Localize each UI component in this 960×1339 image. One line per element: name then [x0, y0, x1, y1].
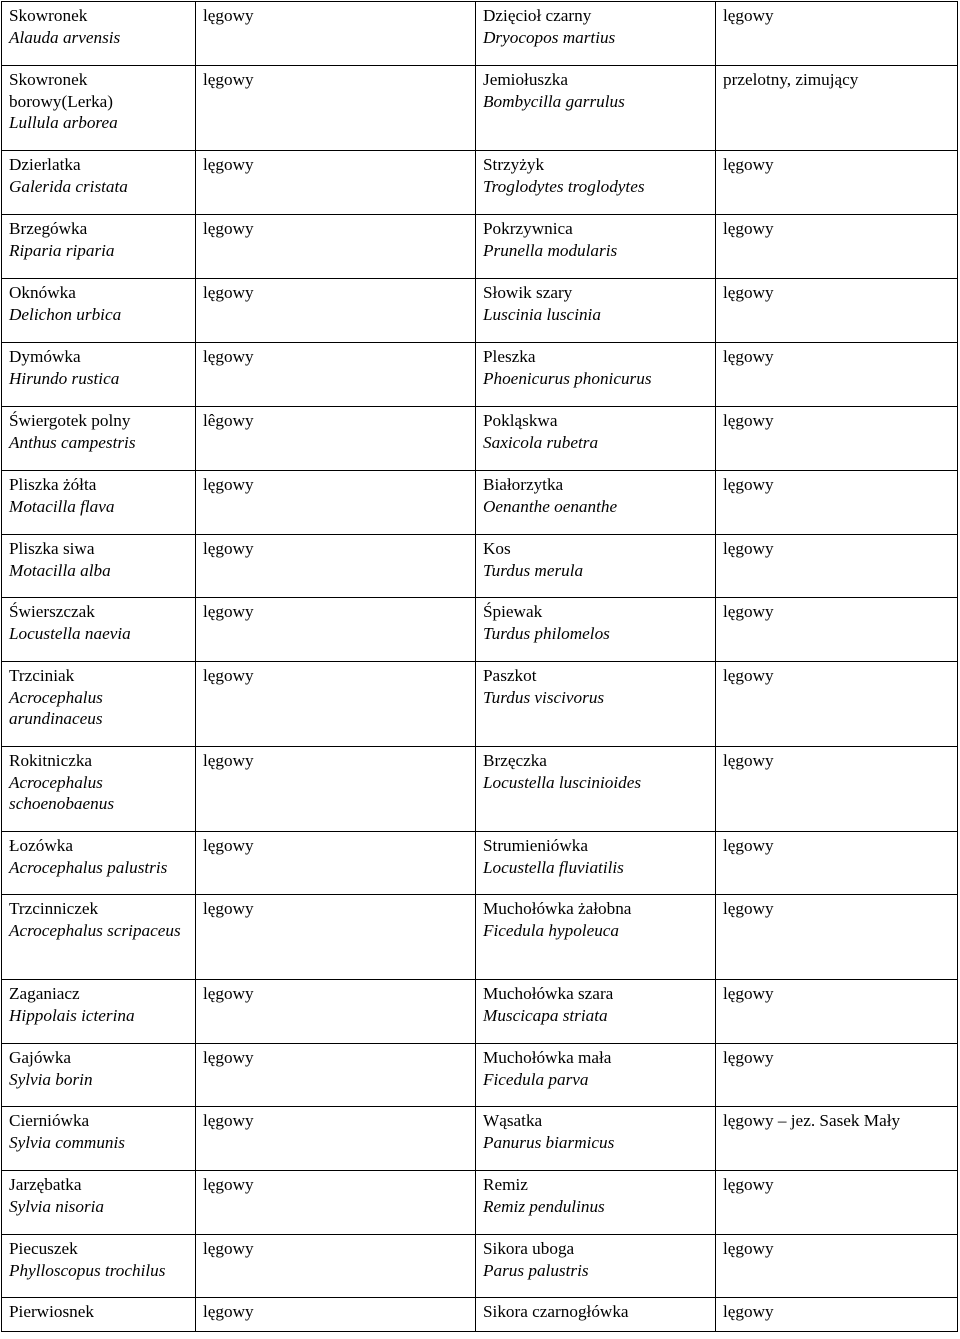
right-polish-name: Śpiewak	[483, 602, 543, 621]
right-polish-name: Wąsatka	[483, 1111, 543, 1130]
right-species-cell	[476, 279, 716, 343]
left-latin-name: Lullula arborea	[9, 113, 118, 132]
right-status-cell	[716, 980, 958, 1044]
left-latin-name: Hippolais icterina	[9, 1005, 135, 1025]
right-status: lęgowy	[723, 475, 774, 494]
right-status-cell	[716, 598, 958, 662]
right-status-cell	[716, 832, 958, 895]
left-species-cell	[2, 662, 196, 747]
right-species-cell	[476, 1171, 716, 1235]
left-species-cell	[2, 747, 196, 832]
left-polish-name: Oknówka	[9, 283, 76, 302]
right-status: lęgowy – jez. Sasek Mały	[723, 1111, 901, 1130]
left-status-cell	[196, 598, 476, 662]
right-latin-name: Oenanthe oenanthe	[483, 496, 618, 516]
left-polish-name: Świerszczak	[9, 602, 95, 621]
left-status: lęgowy	[203, 155, 254, 174]
right-polish-name: Pokląskwa	[483, 411, 558, 430]
right-status-cell	[716, 2, 958, 66]
right-latin-name: Bombycilla garrulus	[483, 91, 625, 111]
table-row	[2, 1298, 958, 1332]
left-latin-name: Delichon urbica	[9, 304, 122, 324]
right-status-cell	[716, 343, 958, 407]
right-status: lęgowy	[723, 347, 774, 366]
left-status: lęgowy	[203, 1175, 254, 1194]
table-row	[2, 215, 958, 279]
right-status: lęgowy	[723, 666, 774, 685]
right-species-cell	[476, 747, 716, 832]
species-table-body	[2, 2, 958, 1332]
right-species-cell	[476, 1044, 716, 1107]
right-species-cell	[476, 895, 716, 980]
right-species-cell	[476, 1235, 716, 1298]
table-row	[2, 66, 958, 151]
left-status-cell	[196, 832, 476, 895]
species-table	[1, 1, 958, 1332]
table-row	[2, 1107, 958, 1171]
left-status: lęgowy	[203, 6, 254, 25]
left-status-cell	[196, 66, 476, 151]
left-status: lęgowy	[203, 539, 254, 558]
left-species-cell	[2, 279, 196, 343]
right-polish-name: Strzyżyk	[483, 155, 545, 174]
table-row	[2, 471, 958, 535]
left-latin-name: Acrocephalus schoenobaenus	[9, 772, 115, 813]
left-status-cell	[196, 895, 476, 980]
left-polish-name: Brzegówka	[9, 219, 88, 238]
right-status: lęgowy	[723, 1239, 774, 1258]
left-polish-name: Piecuszek	[9, 1239, 78, 1258]
right-status-cell	[716, 279, 958, 343]
right-species-cell	[476, 343, 716, 407]
right-status: lęgowy	[723, 602, 774, 621]
right-latin-name: Turdus philomelos	[483, 623, 610, 643]
table-row	[2, 747, 958, 832]
right-status: lęgowy	[723, 219, 774, 238]
right-status-cell	[716, 66, 958, 151]
right-latin-name: Turdus viscivorus	[483, 687, 605, 707]
right-polish-name: Remiz	[483, 1175, 528, 1194]
left-polish-name: Dzierlatka	[9, 155, 81, 174]
left-latin-name: Anthus campestris	[9, 432, 136, 452]
left-species-cell	[2, 215, 196, 279]
right-polish-name: Słowik szary	[483, 283, 573, 302]
right-status: lęgowy	[723, 984, 774, 1003]
left-status-cell	[196, 1044, 476, 1107]
left-status: lęgowy	[203, 602, 254, 621]
left-status-cell	[196, 343, 476, 407]
right-status: lęgowy	[723, 283, 774, 302]
right-species-cell	[476, 832, 716, 895]
left-status: lęgowy	[203, 1302, 254, 1321]
right-status: lęgowy	[723, 6, 774, 25]
right-status: lęgowy	[723, 1048, 774, 1067]
left-status: lęgowy	[203, 1239, 254, 1258]
right-latin-name: Dryocopos martius	[483, 27, 616, 47]
right-polish-name: Muchołówka szara	[483, 984, 614, 1003]
left-polish-name: Gajówka	[9, 1048, 72, 1067]
left-status-cell	[196, 1107, 476, 1171]
left-status-cell	[196, 747, 476, 832]
left-status: lęgowy	[203, 899, 254, 918]
left-status: lęgowy	[203, 475, 254, 494]
right-species-cell	[476, 215, 716, 279]
table-row	[2, 343, 958, 407]
left-latin-name: Sylvia borin	[9, 1069, 93, 1089]
right-species-cell	[476, 980, 716, 1044]
left-polish-name: Pierwiosnek	[9, 1302, 94, 1321]
right-latin-name: Saxicola rubetra	[483, 432, 599, 452]
right-polish-name: Muchołówka żałobna	[483, 899, 632, 918]
left-latin-name: Riparia riparia	[9, 240, 115, 260]
left-status: lęgowy	[203, 666, 254, 685]
left-status: lęgowy	[203, 984, 254, 1003]
left-latin-name: Phylloscopus trochilus	[9, 1260, 166, 1280]
left-polish-name: Skowronek	[9, 6, 88, 25]
right-latin-name: Muscicapa striata	[483, 1005, 608, 1025]
right-polish-name: Brzęczka	[483, 751, 547, 770]
left-status: lęgowy	[203, 70, 254, 89]
left-status-cell	[196, 1235, 476, 1298]
right-latin-name: Parus palustris	[483, 1260, 589, 1280]
right-status: przelotny, zimujący	[723, 70, 859, 89]
right-status: lęgowy	[723, 155, 774, 174]
right-status-cell	[716, 1235, 958, 1298]
left-latin-name: Acrocephalus scripaceus	[9, 920, 181, 940]
right-status-cell	[716, 215, 958, 279]
left-species-cell	[2, 535, 196, 598]
left-latin-name: Acrocephalus arundinaceus	[9, 687, 103, 728]
left-species-cell	[2, 1044, 196, 1107]
right-latin-name: Turdus merula	[483, 560, 584, 580]
right-latin-name: Luscinia luscinia	[483, 304, 601, 324]
right-status-cell	[716, 471, 958, 535]
left-latin-name: Locustella naevia	[9, 623, 131, 643]
right-polish-name: Sikora czarnogłówka	[483, 1302, 629, 1321]
left-status: lêgowy	[203, 411, 254, 430]
left-species-cell	[2, 66, 196, 151]
left-species-cell	[2, 1107, 196, 1171]
right-status-cell	[716, 407, 958, 471]
left-latin-name: Hirundo rustica	[9, 368, 120, 388]
left-species-cell	[2, 151, 196, 215]
left-polish-name: Zaganiacz	[9, 984, 80, 1003]
table-row	[2, 598, 958, 662]
right-status-cell	[716, 1171, 958, 1235]
right-status: lęgowy	[723, 1175, 774, 1194]
right-status-cell	[716, 1107, 958, 1171]
left-species-cell	[2, 832, 196, 895]
right-polish-name: Pokrzywnica	[483, 219, 573, 238]
left-polish-name: Trzciniak	[9, 666, 75, 685]
right-latin-name: Troglodytes troglodytes	[483, 176, 645, 196]
right-status: lęgowy	[723, 411, 774, 430]
left-status-cell	[196, 1298, 476, 1332]
table-row	[2, 2, 958, 66]
right-polish-name: Dzięcioł czarny	[483, 6, 592, 25]
left-polish-name: Jarzębatka	[9, 1175, 82, 1194]
left-species-cell	[2, 1171, 196, 1235]
right-status-cell	[716, 747, 958, 832]
right-latin-name: Ficedula hypoleuca	[483, 920, 620, 940]
table-row	[2, 151, 958, 215]
left-polish-name: Dymówka	[9, 347, 81, 366]
right-polish-name: Pleszka	[483, 347, 536, 366]
right-species-cell	[476, 66, 716, 151]
table-row	[2, 279, 958, 343]
left-status: lęgowy	[203, 347, 254, 366]
right-status: lęgowy	[723, 836, 774, 855]
left-status-cell	[196, 980, 476, 1044]
left-latin-name: Alauda arvensis	[9, 27, 121, 47]
right-status-cell	[716, 1044, 958, 1107]
right-species-cell	[476, 598, 716, 662]
right-latin-name: Phoenicurus phonicurus	[483, 368, 652, 388]
left-status: lęgowy	[203, 751, 254, 770]
left-polish-name: Pliszka żółta	[9, 475, 97, 494]
right-polish-name: Białorzytka	[483, 475, 564, 494]
left-status: lęgowy	[203, 836, 254, 855]
left-polish-name: Łozówka	[9, 836, 73, 855]
right-species-cell	[476, 662, 716, 747]
left-status-cell	[196, 471, 476, 535]
right-species-cell	[476, 2, 716, 66]
right-status-cell	[716, 535, 958, 598]
right-species-cell	[476, 1298, 716, 1332]
table-row	[2, 1235, 958, 1298]
table-row	[2, 980, 958, 1044]
left-status: lęgowy	[203, 283, 254, 302]
left-latin-name: Motacilla flava	[9, 496, 115, 516]
left-species-cell	[2, 980, 196, 1044]
table-row	[2, 1171, 958, 1235]
table-row	[2, 535, 958, 598]
right-polish-name: Muchołówka mała	[483, 1048, 612, 1067]
left-status: lęgowy	[203, 1048, 254, 1067]
left-species-cell	[2, 471, 196, 535]
right-polish-name: Paszkot	[483, 666, 537, 685]
left-polish-name: Pliszka siwa	[9, 539, 95, 558]
right-latin-name: Panurus biarmicus	[483, 1132, 615, 1152]
right-status-cell	[716, 662, 958, 747]
table-row	[2, 407, 958, 471]
left-species-cell	[2, 407, 196, 471]
left-status: lęgowy	[203, 1111, 254, 1130]
left-species-cell	[2, 1235, 196, 1298]
left-species-cell	[2, 1298, 196, 1332]
right-polish-name: Strumieniówka	[483, 836, 589, 855]
left-latin-name: Motacilla alba	[9, 560, 111, 580]
right-status: lęgowy	[723, 1302, 774, 1321]
right-polish-name: Kos	[483, 539, 511, 558]
left-status: lęgowy	[203, 219, 254, 238]
table-row	[2, 662, 958, 747]
right-status-cell	[716, 1298, 958, 1332]
left-status-cell	[196, 662, 476, 747]
left-status-cell	[196, 151, 476, 215]
left-species-cell	[2, 2, 196, 66]
left-status-cell	[196, 1171, 476, 1235]
right-species-cell	[476, 1107, 716, 1171]
right-status: lęgowy	[723, 899, 774, 918]
left-polish-name: Świergotek polny	[9, 411, 131, 430]
left-status-cell	[196, 407, 476, 471]
right-status: lęgowy	[723, 751, 774, 770]
right-polish-name: Jemiołuszka	[483, 70, 568, 89]
right-species-cell	[476, 471, 716, 535]
table-row	[2, 895, 958, 980]
right-latin-name: Ficedula parva	[483, 1069, 589, 1089]
left-latin-name: Sylvia communis	[9, 1132, 125, 1152]
left-status-cell	[196, 279, 476, 343]
left-latin-name: Galerida cristata	[9, 176, 128, 196]
left-species-cell	[2, 343, 196, 407]
right-latin-name: Remiz pendulinus	[483, 1196, 605, 1216]
right-species-cell	[476, 407, 716, 471]
left-status-cell	[196, 2, 476, 66]
right-status: lęgowy	[723, 539, 774, 558]
left-status-cell	[196, 535, 476, 598]
left-species-cell	[2, 895, 196, 980]
left-polish-name: Rokitniczka	[9, 751, 93, 770]
table-row	[2, 1044, 958, 1107]
right-species-cell	[476, 151, 716, 215]
left-polish-name: Skowronek borowy(Lerka)	[9, 70, 114, 111]
right-latin-name: Locustella fluviatilis	[483, 857, 624, 877]
left-latin-name: Acrocephalus palustris	[9, 857, 168, 877]
left-status-cell	[196, 215, 476, 279]
left-latin-name: Sylvia nisoria	[9, 1196, 105, 1216]
right-polish-name: Sikora uboga	[483, 1239, 575, 1258]
right-species-cell	[476, 535, 716, 598]
left-polish-name: Cierniówka	[9, 1111, 90, 1130]
table-row	[2, 832, 958, 895]
right-status-cell	[716, 151, 958, 215]
right-latin-name: Prunella modularis	[483, 240, 618, 260]
left-species-cell	[2, 598, 196, 662]
right-latin-name: Locustella luscinioides	[483, 772, 642, 792]
left-polish-name: Trzcinniczek	[9, 899, 99, 918]
right-status-cell	[716, 895, 958, 980]
